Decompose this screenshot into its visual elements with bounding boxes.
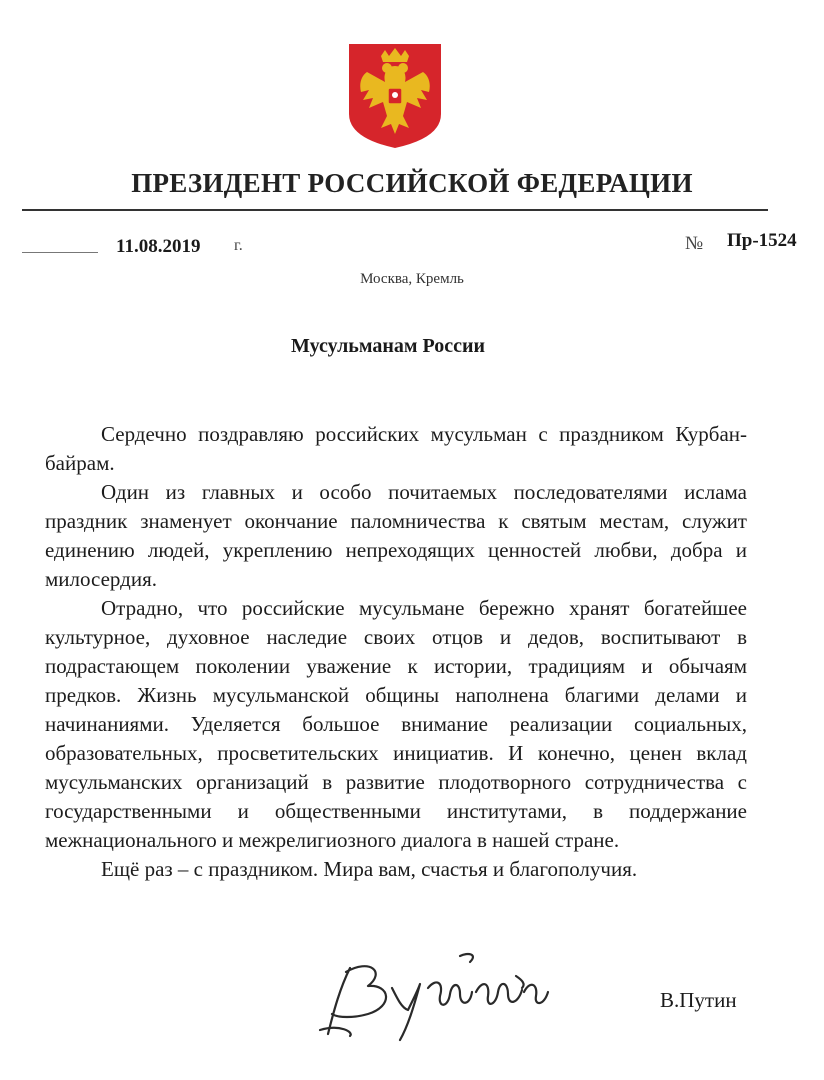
document-number: Пр-1524: [727, 230, 797, 251]
russian-coat-of-arms-icon: [347, 42, 443, 150]
paragraph: Отрадно, что российские мусульмане бережно хранят богатейшее культурное, духовное наследие своих отцов и дедов, воспитывают в подрастающем поколении уважение к истории, традициям и обычаям предков. Жизнь мусульманской общины наполнена благими делами и начинаниями. Уделяется большое внимание реализации социальных, образовательных, просветительских инициатив. И конечно, ценен вклад мусульманских организаций в развитие плодотворного сотрудничества с государственными и общественными институтами, в поддержание межнационального и межрелигиозного диалога в нашей стране.: [45, 596, 747, 852]
document-place: Москва, Кремль: [360, 271, 464, 287]
date-underline: [22, 252, 98, 253]
document-date: 11.08.2019: [116, 236, 201, 257]
header-divider: [22, 209, 768, 211]
paragraph: Сердечно поздравляю российских мусульман с праздником Курбан-байрам.: [45, 422, 747, 475]
handwritten-signature: [310, 948, 570, 1044]
paragraph: Один из главных и особо почитаемых последователями ислама праздник знаменует окончание паломничества к святым местам, служит единению людей, укреплению непреходящих ценностей любви, добра и милосердия.: [45, 480, 747, 591]
paragraph: Ещё раз – с праздником. Мира вам, счастья и благополучия.: [101, 857, 638, 881]
addressee-heading: Мусульманам России: [290, 335, 486, 357]
number-label: №: [685, 233, 704, 254]
signer-name: В.Путин: [660, 988, 737, 1012]
date-suffix: г.: [234, 237, 243, 254]
letter-body: [45, 420, 747, 884]
page-title: ПРЕЗИДЕНТ РОССИЙСКОЙ ФЕДЕРАЦИИ: [131, 168, 693, 198]
